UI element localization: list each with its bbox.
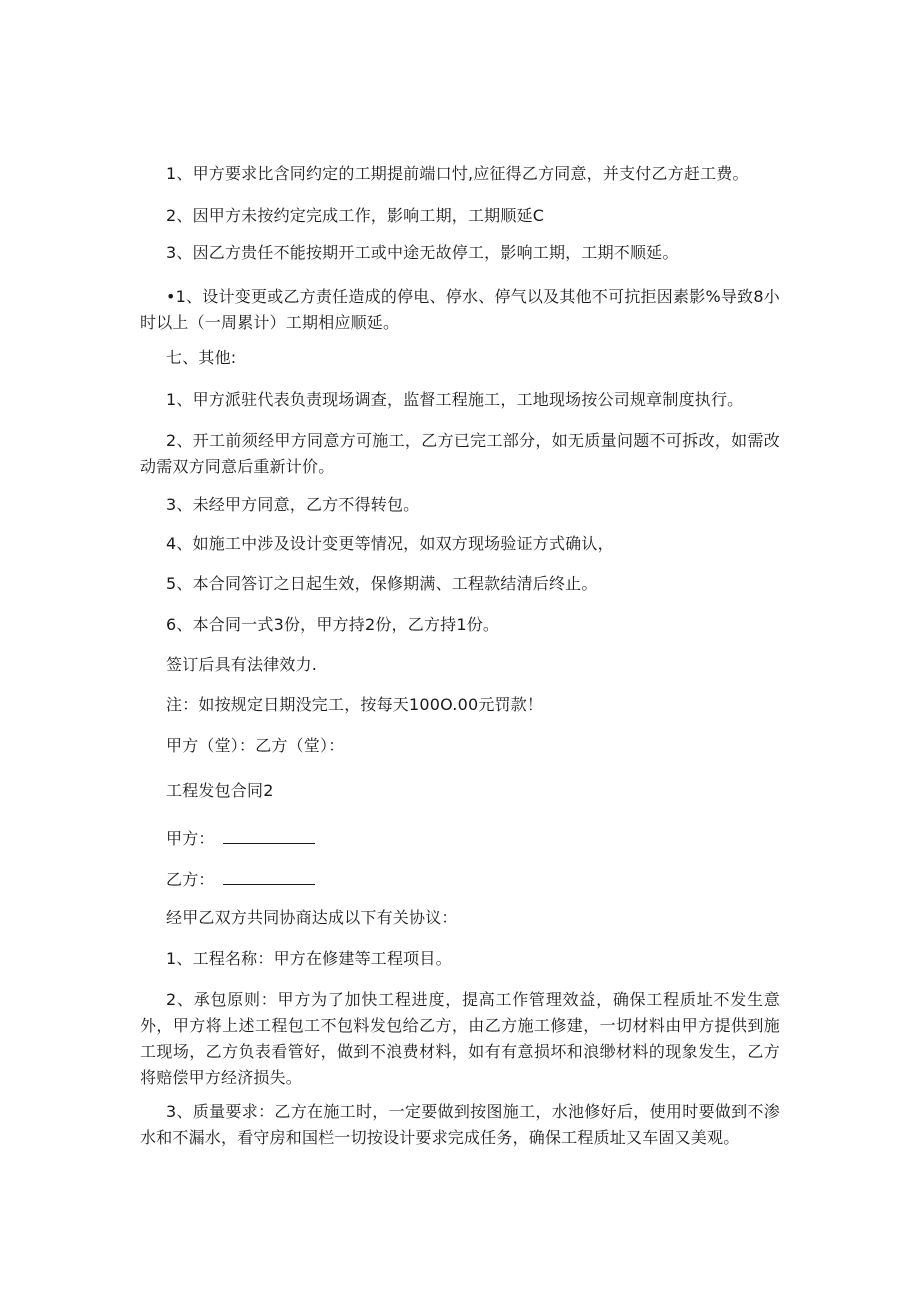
party-b-blank	[223, 868, 315, 885]
party-a-label: 甲方：	[166, 829, 215, 848]
party-b-row	[140, 867, 780, 893]
clause-force-majeure: •1、设计变更或乙方责任造成的停电、停水、停气以及其他不可抗拒因素影%导致8小时以上（一周累计）工期相应顺延。	[140, 287, 780, 332]
party-a-row	[140, 826, 780, 852]
clause-copies: 6、本合同一式3份，甲方持2份，乙方持1份。	[166, 615, 500, 634]
clause-quality-requirements: 3、质量要求：乙方在施工时，一定要做到按图施工，水池修好后，使用时要做到不渗水和不漏水，看守房和国栏一切按设计要求完成任务，确保工程质址又车固又美观。	[140, 1102, 780, 1147]
clause-project-name: 1、工程名称：甲方在修建等工程项目。	[166, 949, 452, 968]
clause-no-subcontract: 3、未经甲方同意，乙方不得转包。	[166, 495, 420, 514]
clause-design-change: 4、如施工中涉及设计变更等情况，如双方现场验证方式确认，	[166, 534, 614, 553]
signature-line: 甲方（堂）：乙方（堂）：	[166, 736, 345, 755]
clause-schedule-advance: 1、甲方要求比含同约定的工期提前端口忖,应征得乙方同意，并支付乙方赶工费。	[166, 164, 749, 183]
agreement-intro: 经甲乙双方共同协商达成以下有关协议：	[166, 908, 458, 927]
section-heading-other: 七、其他:	[166, 348, 237, 367]
party-b-label: 乙方：	[166, 870, 215, 889]
clause-approval: 2、开工前须经甲方同意方可施工，乙方已完工部分，如无质量问题不可拆改，如需改动需双方同意后重新计价。	[140, 431, 780, 476]
clause-effective-date: 5、本合同答订之日起生效，保修期满、工程款结清后终止。	[166, 574, 598, 593]
clause-supervision: 1、甲方派驻代表负责现场调查，监督工程施工，工地现场按公司规章制度执行。	[166, 390, 744, 409]
legal-effect-note: 签订后具有法律效力.	[166, 655, 318, 674]
contract-title: 工程发包合同2	[166, 781, 274, 800]
clause-contracting-principle: 2、承包原则：甲方为了加快工程进度，提高工作管理效益，确保工程质址不发生意外，甲方将上述工程包工不包料发包给乙方，由乙方施工修建，一切材料由甲方提供到施工现场，乙方负表看管好，做到不浪费材料，如有有意损坏和浪缈材料的现象发生，乙方将赔偿甲方经济损失。	[140, 990, 780, 1087]
clause-delay-party-a: 2、因甲方未按约定完成工作，影响工期，工期顺延C	[166, 206, 545, 225]
party-a-blank	[223, 827, 315, 844]
penalty-note: 注：如按规定日期没完工，按每天100O.00元罚款！	[166, 695, 544, 714]
clause-delay-party-b: 3、因乙方贵任不能按期开工或中途无故停工，影响工期，工期不顺延。	[166, 243, 679, 262]
